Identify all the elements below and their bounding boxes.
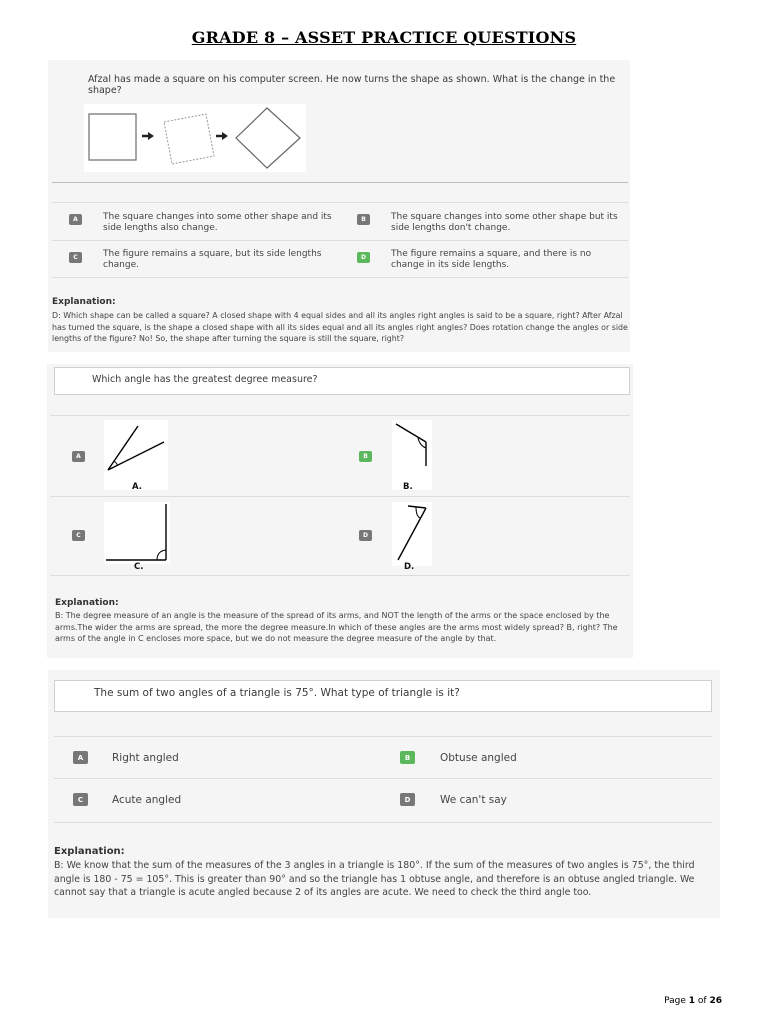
option-c-text[interactable]: Acute angled (112, 794, 182, 806)
divider (52, 240, 628, 241)
option-d-badge[interactable]: D (400, 793, 415, 806)
option-b-badge[interactable]: B (359, 451, 372, 462)
option-b-badge[interactable]: B (357, 214, 370, 225)
footer-prefix: Page (664, 996, 689, 1006)
option-c-badge[interactable]: C (69, 252, 82, 263)
option-d-badge[interactable]: D (359, 530, 372, 541)
divider (52, 277, 628, 278)
explanation-2-text: B: The degree measure of an angle is the measure of the spread of its arms, and NOT the length of the arms or the space enclosed by the arms.The wider the arms are spread, the more the degree measure.In which of these angles are the arms most widely spread? B, right? The arms of the angle in C encloses more space, but we do not measure the degree measure of the angle by that. (55, 611, 618, 643)
divider (50, 575, 630, 576)
divider (54, 822, 712, 823)
option-b-text[interactable]: The square changes into some other shape but its side lengths don't change. (391, 212, 618, 233)
divider (50, 496, 630, 497)
total-pages: 26 (709, 996, 722, 1006)
angle-c-figure[interactable] (104, 502, 170, 564)
option-d-text[interactable]: We can't say (440, 794, 507, 806)
explanation-3-heading: Explanation: (54, 846, 125, 857)
divider (50, 415, 630, 416)
angle-d-figure[interactable] (392, 502, 432, 566)
option-b-badge[interactable]: B (400, 751, 415, 764)
option-a-badge[interactable]: A (69, 214, 82, 225)
option-c-badge[interactable]: C (73, 793, 88, 806)
page-footer (664, 996, 722, 1006)
option-d-text[interactable]: The figure remains a square, and there is no change in its side lengths. (391, 249, 592, 270)
option-a-text[interactable]: The square changes into some other shape and its side lengths also change. (103, 212, 332, 233)
angle-b-label: B. (403, 482, 413, 492)
angle-b-figure[interactable] (392, 420, 432, 490)
explanation-2-heading: Explanation: (55, 598, 119, 608)
option-b-text[interactable]: Obtuse angled (440, 752, 517, 764)
divider (54, 736, 712, 737)
question-1-text: Afzal has made a square on his computer screen. He now turns the shape as shown. What is the change in the shape? (88, 74, 616, 96)
question-3-text: The sum of two angles of a triangle is 75°. What type of triangle is it? (94, 687, 460, 699)
rotation-figure (84, 104, 306, 172)
angle-a-label: A. (132, 482, 142, 492)
divider (52, 202, 628, 203)
option-a-text[interactable]: Right angled (112, 752, 179, 764)
option-a-badge[interactable]: A (72, 451, 85, 462)
option-d-badge[interactable]: D (357, 252, 370, 263)
page-title: GRADE 8 – ASSET PRACTICE QUESTIONS (191, 28, 577, 47)
divider (54, 778, 712, 779)
angle-a-figure[interactable] (104, 420, 168, 490)
explanation-1-heading: Explanation: (52, 297, 116, 307)
explanation-1-text: D: Which shape can be called a square? A closed shape with 4 equal sides and all its angles right angles is said to be a square, right? After Afzal has turned the square, is the shape a closed shape with all its sides equal and all its angles right angles? Does rotation change the angles or side lengths of the figure? No! So, the shape after turning the square is still the square, right? (52, 311, 628, 343)
option-a-badge[interactable]: A (73, 751, 88, 764)
option-c-text[interactable]: The figure remains a square, but its side lengths change. (103, 249, 322, 270)
option-c-badge[interactable]: C (72, 530, 85, 541)
current-page: 1 (688, 996, 696, 1006)
footer-mid: of (695, 996, 710, 1006)
question-2-text: Which angle has the greatest degree measure? (92, 374, 318, 385)
divider (52, 182, 628, 183)
angle-c-label: C. (134, 562, 144, 572)
angle-d-label: D. (404, 562, 415, 572)
explanation-3-text: B: We know that the sum of the measures of the 3 angles in a triangle is 180°. If the sum of the measures of two angles is 75°, the third angle is 180 - 75 = 105°. This is greater than 90° and so the triangle has 1 obtuse angle, and therefore is an obtuse angled triangle. We cannot say that a triangle is acute angled because 2 of its angles are acute. We need to check the third angle too. (54, 860, 695, 898)
